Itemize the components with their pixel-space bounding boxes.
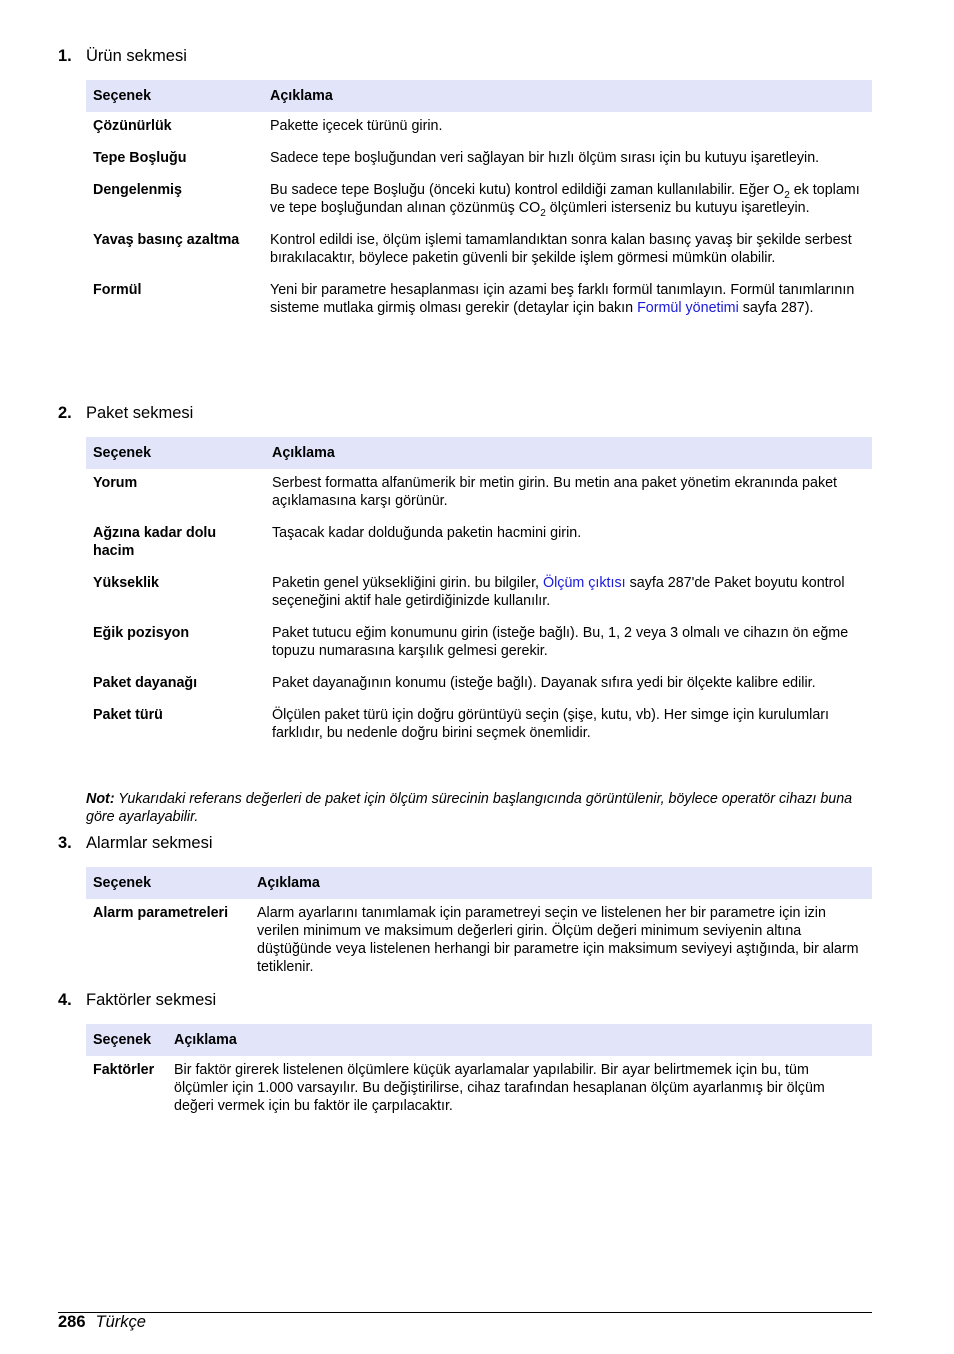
page-footer [58,1312,146,1332]
table-row [86,226,872,276]
option-name: Yükseklik [93,575,159,591]
option-name: Alarm parametreleri [93,905,229,921]
option-name: Yorum [93,475,138,491]
step-number: 3. [58,834,72,852]
option-description: Taşacak kadar dolduğunda paketin hacmini girin. [272,525,582,541]
desc-text: sayfa 287'de Paket boyutu kontrol seçeneğini aktif hale getirdiğinizde kullanılır. [272,575,845,609]
table-row [86,899,872,985]
step-number: 2. [58,404,72,422]
desc-text: Yeni bir parametre hesaplanması için azami beş farklı formül tanımlayın. Formül tanımlarının sisteme mutlaka girmiş olması gerekir (detaylar için bakın [270,282,855,316]
option-description: Pakette içecek türünü girin. [270,118,443,134]
faktorler-options-table [86,1024,872,1124]
option-description [263,276,872,326]
option-description: Paket dayanağının konumu (isteğe bağlı). Dayanak sıfıra yedi bir ölçekte kalibre edilir. [272,675,816,691]
option-name: Paket dayanağı [93,675,198,691]
desc-text: ölçümleri isterseniz bu kutuyu işaretleyin. [545,200,810,216]
option-name: Paket türü [93,707,163,723]
step-3-heading [58,833,213,853]
step-number: 1. [58,47,72,65]
option-name: Formül [93,282,142,298]
table-row [86,469,872,519]
header-option: Seçenek [86,867,250,899]
option-name: Yavaş basınç azaltma [93,232,240,248]
table-row [86,112,872,144]
step-title: Faktörler sekmesi [86,991,217,1009]
option-name: Faktörler [93,1062,155,1078]
option-description [265,569,872,619]
footer-rule [58,1312,872,1313]
option-name: Tepe Boşluğu [93,150,187,166]
option-description: Serbest formatta alfanümerik bir metin girin. Bu metin ana paket yönetim ekranında paket açıklamasına karşı görünür. [272,475,838,509]
table-header-row [86,437,872,469]
table-row [86,669,872,701]
note-label: Not: [86,791,115,807]
step-1-heading [58,46,187,66]
step-number: 4. [58,991,72,1009]
header-description: Açıklama [265,437,872,469]
option-name: Ağzına kadar dolu hacim [93,525,217,559]
header-option: Seçenek [86,437,265,469]
option-description: Alarm ayarlarını tanımlamak için parametreyi seçin ve listelenen her bir parametre için izin verilen minimum ve maksimum değerleri girin. Ölçüm değeri minimum seviyenin altına düştüğünde veya listelenen herhangi bir parametre için maksimum seviyeyi aştığında, bir alarm tetiklenir. [257,905,859,975]
table-header-row [86,80,872,112]
option-description: Sadece tepe boşluğundan veri sağlayan bir hızlı ölçüm sırası için bu kutuyu işaretleyin. [270,150,820,166]
alarmlar-options-table [86,867,872,985]
desc-text: Paketin genel yüksekliğini girin. bu bilgiler, [272,575,543,591]
option-description: Ölçülen paket türü için doğru görüntüyü seçin (şişe, kutu, vb). Her simge için kurulumları farklıdır, bu nedenle doğru birini seçmek önemlidir. [272,707,830,741]
header-option: Seçenek [86,80,263,112]
olcum-ciktisi-link[interactable]: Ölçüm çıktısı [543,575,626,591]
table-row [86,276,872,326]
table-row [86,1056,872,1124]
step-4-heading [58,990,216,1010]
formul-yonetimi-link[interactable]: Formül yönetimi [637,300,739,316]
header-description: Açıklama [167,1024,872,1056]
table-header-row [86,1024,872,1056]
desc-text: ek toplamı ve tepe boşluğundan alınan çözünmüş CO [270,182,860,216]
subscript: 2 [540,207,546,219]
option-name: Dengelenmiş [93,182,182,198]
note [86,790,872,826]
option-name: Çözünürlük [93,118,172,134]
option-description [263,176,872,226]
option-description: Kontrol edildi ise, ölçüm işlemi tamamlandıktan sonra kalan basınç yavaş bir şekilde serbest bırakılacaktır, böylece paketin güvenli bir şekilde işlem görmesi mümkün olabilir. [270,232,852,266]
header-description: Açıklama [263,80,872,112]
table-row [86,176,872,226]
option-description: Bir faktör girerek listelenen ölçümlere küçük ayarlamalar yapılabilir. Bir ayar belirtmemek için bu, tüm ölçümler için 1.000 varsayılır. Bu değiştirilirse, cihaz tarafından hesaplanan ölçüm ayarlanmış bir ölçüm değeri vermek için bu faktör ile çarpılacaktır. [174,1062,825,1114]
step-title: Ürün sekmesi [86,47,187,65]
step-title: Alarmlar sekmesi [86,834,213,852]
table-row [86,144,872,176]
note-text: Yukarıdaki referans değerleri de paket için ölçüm sürecinin başlangıcında görüntülenir, böylece operatör cihazı buna göre ayarlayabilir. [86,791,853,825]
table-header-row [86,867,872,899]
step-2-heading [58,403,193,423]
header-option: Seçenek [86,1024,167,1056]
table-row [86,569,872,619]
table-row [86,619,872,669]
step-title: Paket sekmesi [86,404,194,422]
subscript: 2 [784,189,790,201]
desc-text: sayfa 287). [738,300,814,316]
option-description: Paket tutucu eğim konumunu girin (isteğe bağlı). Bu, 1, 2 veya 3 olmalı ve cihazın ön eğme topuzu numarasına karşılık gelmesi gerekir. [272,625,849,659]
table-row [86,701,872,751]
paket-options-table [86,437,872,751]
desc-text: Bu sadece tepe Boşluğu (önceki kutu) kontrol edildiği zaman kullanılabilir. Eğer O [270,182,785,198]
footer-language: Türkçe [95,1313,146,1331]
table-row [86,519,872,569]
header-description: Açıklama [250,867,872,899]
option-name: Eğik pozisyon [93,625,190,641]
page-number: 286 [58,1313,86,1331]
urun-options-table [86,80,872,326]
